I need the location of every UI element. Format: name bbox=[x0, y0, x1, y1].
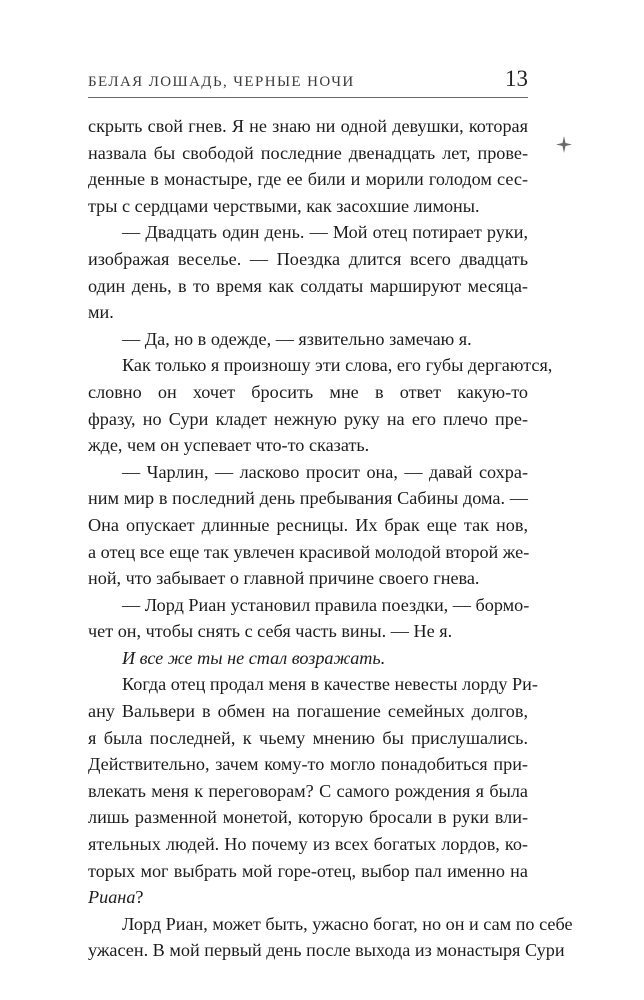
text-line: ужасен. В мой первый день после выхода из монастыря Сури bbox=[88, 940, 565, 961]
crescent-moon-icon bbox=[552, 88, 566, 116]
text-line: ной, что забывает о главной причине своего гнева. bbox=[88, 568, 480, 589]
text-line: Действительно, зачем кому-то могло понадобиться при- bbox=[88, 754, 528, 775]
text-line: чет он, чтобы снять с себя часть вины. — Не я. bbox=[88, 621, 453, 642]
page-number: 13 bbox=[505, 66, 528, 91]
text-line: Как только я произношу эти слова, его губы дергаются, bbox=[122, 355, 553, 376]
text-line: лишь разменной монетой, которую бросали в руки вли- bbox=[88, 807, 528, 828]
page-header bbox=[88, 66, 528, 96]
text-line: жде, чем он успевает что-то сказать. bbox=[88, 435, 370, 456]
text-line: я была последней, к чьему мнению бы прислушались. bbox=[88, 727, 528, 748]
text-line: Лорд Риан, может быть, ужасно богат, но он и сам по себе bbox=[122, 913, 573, 934]
text-line: ним мир в последний день пребывания Сабины дома. — bbox=[88, 488, 528, 509]
text-line: а отец все еще так увлечен красивой молодой второй же- bbox=[88, 541, 530, 562]
text-line: — Чарлин, — ласково просит она, — давай сохра- bbox=[122, 461, 528, 482]
text-line: скрыть свой гнев. Я не знаю ни одной девушки, которая bbox=[88, 116, 528, 136]
crescent-moon-icon bbox=[547, 172, 562, 202]
italic-word: Риана bbox=[88, 887, 136, 908]
ornament-graphic bbox=[540, 82, 590, 212]
text-line bbox=[88, 884, 528, 911]
text-line: Она опускает длинные ресницы. Их брак еще так нов, bbox=[88, 514, 528, 535]
running-title: БЕЛАЯ ЛОШАДЬ, ЧЕРНЫЕ НОЧИ bbox=[88, 74, 355, 90]
text-line: — Лорд Риан установил правила поездки, — бормо- bbox=[122, 594, 530, 615]
text-line: — Двадцать один день. — Мой отец потирает руки, bbox=[122, 222, 528, 243]
text-line: назвала бы свободой последние двенадцать лет, прове- bbox=[88, 142, 528, 163]
text-line: денные в монастыре, где ее били и морили голодом сес- bbox=[88, 169, 528, 190]
text-line: ятельных людей. Но почему из всех богатых лордов, ко- bbox=[88, 834, 528, 855]
margin-ornament bbox=[540, 82, 590, 212]
text-line: тры с сердцами черствыми, как засохшие лимоны. bbox=[88, 195, 480, 216]
text-line: фразу, но Сури кладет нежную руку на его плечо пре- bbox=[88, 408, 528, 429]
text-line: влекать меня к переговорам? С самого рождения я была bbox=[88, 780, 528, 801]
text-line: словно он хочет бросить мне в ответ какую-то bbox=[88, 381, 528, 402]
text-line: ану Вальвери в обмен на погашение семейных долгов, bbox=[88, 701, 528, 722]
question-mark: ? bbox=[135, 887, 144, 908]
text-line: ми. bbox=[88, 302, 114, 323]
italic-text-line: И все же ты не стал возражать. bbox=[122, 647, 386, 668]
text-line: — Да, но в одежде, — язвительно замечаю я. bbox=[122, 328, 472, 349]
body-text bbox=[88, 113, 573, 964]
text-line: торых мог выбрать мой горе-отец, выбор пал именно на bbox=[88, 860, 528, 881]
header-rule bbox=[88, 97, 528, 98]
text-line: изображая веселье. — Поездка длится всего двадцать bbox=[88, 248, 528, 269]
text-line: один день, в то время как солдаты маршируют месяца- bbox=[88, 275, 528, 296]
text-line: Когда отец продал меня в качестве невесты лорду Ри- bbox=[122, 674, 538, 695]
sparkle-star-icon bbox=[556, 136, 572, 153]
